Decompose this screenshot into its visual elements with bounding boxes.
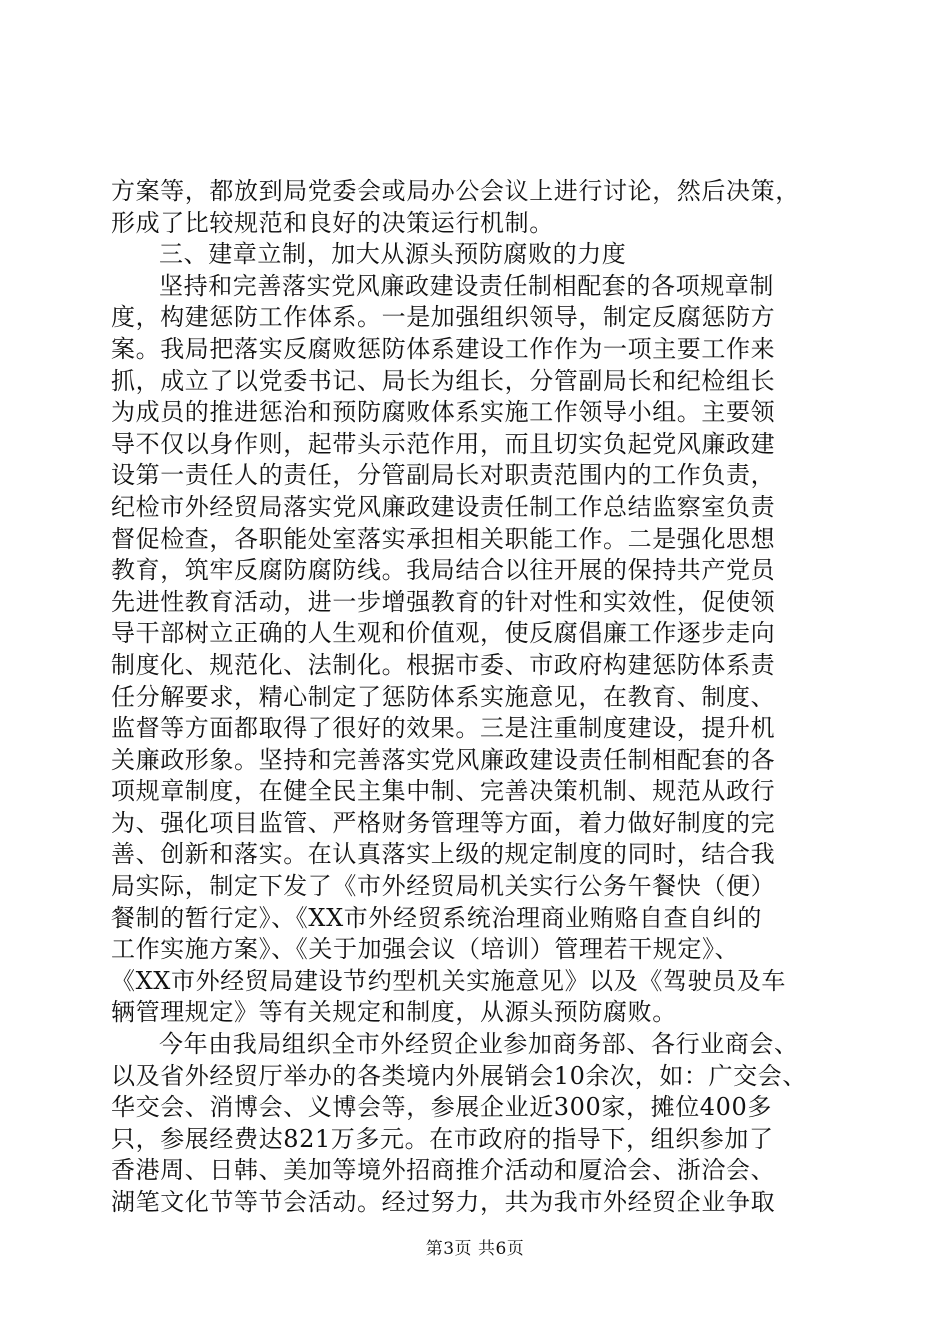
text-line: 善、创新和落实。在认真落实上级的规定制度的同时，结合我: [111, 840, 776, 869]
text-line: 教育，筑牢反腐防腐防线。我局结合以往开展的保持共产党员: [111, 556, 776, 585]
text-line: 为成员的推进惩治和预防腐败体系实施工作领导小组。主要领: [111, 398, 776, 427]
text-line: 案。我局把落实反腐败惩防体系建设工作作为一项主要工作来: [111, 334, 776, 363]
text-line: 纪检市外经贸局落实党风廉政建设责任制工作总结监察室负责: [111, 492, 776, 521]
text-line: 方案等，都放到局党委会或局办公会议上进行讨论，然后决策，: [111, 177, 800, 205]
text-line: 项规章制度，在健全民主集中制、完善决策机制、规范从政行: [111, 777, 776, 806]
text-line: 餐制的暂行定》、《XX市外经贸系统治理商业贿赂自查自纠的: [111, 903, 762, 932]
text-line: 监督等方面都取得了很好的效果。三是注重制度建设，提升机: [111, 714, 776, 743]
text-line: 形成了比较规范和良好的决策运行机制。: [111, 208, 554, 237]
text-line: 任分解要求，精心制定了惩防体系实施意见，在教育、制度、: [111, 682, 776, 711]
text-line: 设第一责任人的责任，分管副局长对职责范围内的工作负责，: [111, 461, 776, 490]
text-line: 华交会、消博会、义博会等，参展企业近300家，摊位400多: [111, 1093, 773, 1122]
text-line: 《XX市外经贸局建设节约型机关实施意见》以及《驾驶员及车: [111, 966, 786, 995]
text-line: 坚持和完善落实党风廉政建设责任制相配套的各项规章制: [159, 271, 774, 300]
text-line: 辆管理规定》等有关规定和制度，从源头预防腐败。: [111, 998, 677, 1027]
document-body: [111, 176, 851, 1219]
text-line: 工作实施方案》、《关于加强会议（培训）管理若干规定》、: [111, 935, 740, 964]
text-line: 度，构建惩防工作体系。一是加强组织领导，制定反腐惩防方: [111, 303, 776, 332]
section-heading: 三、建章立制，加大从源头预防腐败的力度: [159, 240, 627, 269]
text-line: 香港周、日韩、美加等境外招商推介活动和厦洽会、浙洽会、: [111, 1156, 776, 1185]
text-line: 抓，成立了以党委书记、局长为组长，分管副局长和纪检组长: [111, 366, 776, 395]
text-line: 为、强化项目监管、严格财务管理等方面，着力做好制度的完: [111, 808, 776, 837]
text-line: 湖笔文化节等节会活动。经过努力，共为我市外经贸企业争取: [111, 1188, 776, 1216]
text-line: 制度化、规范化、法制化。根据市委、市政府构建惩防体系责: [111, 650, 776, 679]
page-number-footer: 第3页 共6页: [425, 1239, 525, 1259]
text-line: 局实际，制定下发了《市外经贸局机关实行公务午餐快（便）: [111, 872, 776, 901]
text-line: 督促检查，各职能处室落实承担相关职能工作。二是强化思想: [111, 524, 776, 553]
text-line: 先进性教育活动，进一步增强教育的针对性和实效性，促使领: [111, 587, 776, 616]
text-line: 只，参展经费达821万多元。在市政府的指导下，组织参加了: [111, 1124, 774, 1153]
text-line: 今年由我局组织全市外经贸企业参加商务部、各行业商会、: [159, 1030, 799, 1059]
text-line: 关廉政形象。坚持和完善落实党风廉政建设责任制相配套的各: [111, 745, 776, 774]
text-line: 导不仅以身作则，起带头示范作用，而且切实负起党风廉政建: [111, 429, 776, 458]
text-line: 以及省外经贸厅举办的各类境内外展销会10余次，如：广交会、: [111, 1061, 807, 1090]
text-line: 导干部树立正确的人生观和价值观，使反腐倡廉工作逐步走向: [111, 619, 776, 648]
